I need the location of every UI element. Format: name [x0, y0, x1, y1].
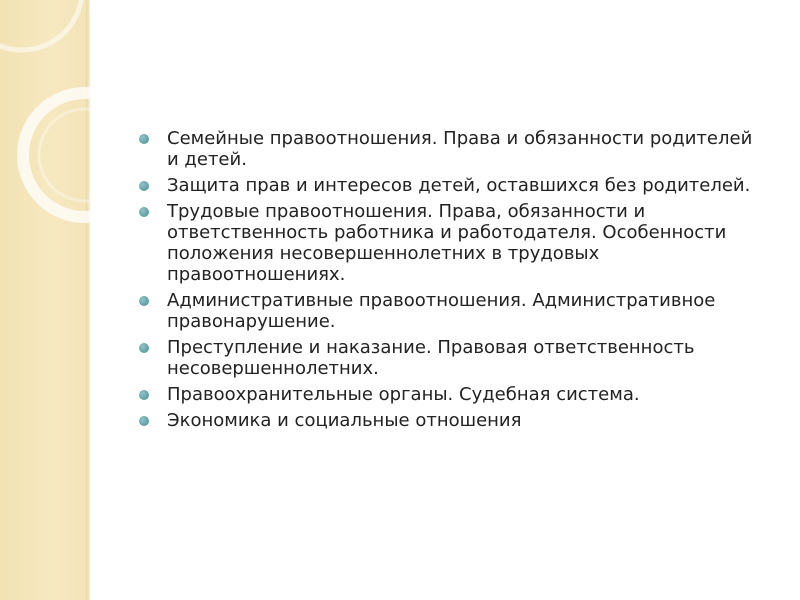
bullet-icon	[139, 134, 149, 144]
list-item-text: Преступление и наказание. Правовая ответственность несовершеннолетних.	[167, 337, 695, 379]
bullet-list	[137, 128, 757, 431]
list-item	[137, 175, 757, 196]
list-item	[137, 128, 757, 170]
list-item	[137, 410, 757, 431]
circle-rings-ornament-icon	[0, 0, 90, 600]
bullet-icon	[139, 390, 149, 400]
bullet-icon	[139, 296, 149, 306]
bullet-icon	[139, 343, 149, 353]
list-item	[137, 384, 757, 405]
list-item-text: Правоохранительные органы. Судебная система.	[167, 384, 640, 405]
list-item-text: Защита прав и интересов детей, оставшихся без родителей.	[167, 175, 751, 196]
list-item-text: Административные правоотношения. Административное правонарушение.	[167, 290, 716, 332]
list-item-text: Семейные правоотношения. Права и обязанности родителей и детей.	[167, 128, 753, 170]
bullet-icon	[139, 416, 149, 426]
bullet-content	[137, 128, 757, 436]
list-item	[137, 337, 757, 379]
list-item-text: Трудовые правоотношения. Права, обязанности и ответственность работника и работодателя. Особенности положения несовершеннолетних в трудовых правоотношениях.	[167, 201, 727, 285]
bullet-icon	[139, 181, 149, 191]
list-item	[137, 290, 757, 332]
list-item-text: Экономика и социальные отношения	[167, 410, 522, 431]
bullet-icon	[139, 207, 149, 217]
list-item	[137, 201, 757, 285]
